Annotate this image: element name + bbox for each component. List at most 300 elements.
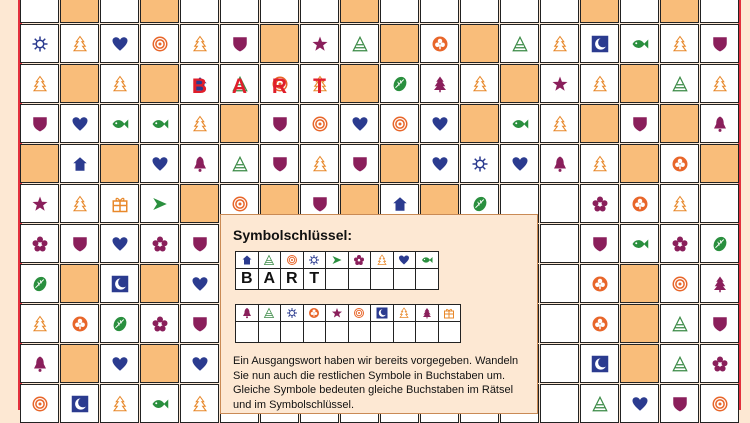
house-icon bbox=[241, 254, 253, 266]
pyramid-icon bbox=[263, 307, 275, 319]
shield-icon bbox=[191, 315, 209, 333]
puzzle-cell[interactable] bbox=[660, 304, 699, 343]
puzzle-cell[interactable] bbox=[100, 0, 139, 23]
shaded-cell bbox=[340, 0, 379, 23]
pyramid-icon bbox=[511, 35, 529, 53]
puzzle-cell[interactable] bbox=[700, 24, 739, 63]
key-letter-cell[interactable] bbox=[393, 321, 417, 343]
puzzle-cell[interactable] bbox=[500, 0, 539, 23]
puzzle-cell[interactable] bbox=[60, 224, 99, 263]
clover-icon bbox=[591, 275, 609, 293]
puzzle-cell[interactable] bbox=[140, 304, 179, 343]
puzzle-cell[interactable] bbox=[580, 144, 619, 183]
fish-icon bbox=[631, 235, 649, 253]
key-letter-cell[interactable]: T bbox=[303, 268, 327, 290]
pyramid-icon bbox=[671, 75, 689, 93]
puzzle-cell[interactable] bbox=[60, 184, 99, 223]
puzzle-cell[interactable] bbox=[20, 304, 59, 343]
puzzle-cell[interactable] bbox=[620, 224, 659, 263]
fish-icon bbox=[421, 254, 433, 266]
shield-icon bbox=[271, 115, 289, 133]
symbol-key-panel bbox=[220, 214, 538, 414]
puzzle-cell[interactable] bbox=[20, 224, 59, 263]
key-symbol-cell bbox=[393, 251, 417, 269]
puzzle-cell[interactable] bbox=[540, 104, 579, 143]
key-letter-cell[interactable] bbox=[415, 321, 439, 343]
puzzle-cell[interactable] bbox=[580, 24, 619, 63]
arrow-icon bbox=[331, 254, 343, 266]
shaded-cell bbox=[620, 344, 659, 383]
puzzle-cell[interactable] bbox=[20, 104, 59, 143]
puzzle-cell[interactable] bbox=[540, 264, 579, 303]
shaded-cell bbox=[380, 24, 419, 63]
puzzle-cell[interactable] bbox=[620, 384, 659, 423]
puzzle-cell[interactable] bbox=[380, 64, 419, 103]
puzzle-cell[interactable] bbox=[100, 24, 139, 63]
puzzle-cell[interactable] bbox=[20, 344, 59, 383]
puzzle-cell[interactable] bbox=[580, 224, 619, 263]
key-row1-letters bbox=[235, 268, 438, 290]
puzzle-cell[interactable] bbox=[260, 0, 299, 23]
bell-icon bbox=[191, 155, 209, 173]
gift-icon bbox=[443, 307, 455, 319]
fish-icon bbox=[111, 115, 129, 133]
leaf-icon bbox=[111, 315, 129, 333]
puzzle-cell[interactable] bbox=[100, 264, 139, 303]
puzzle-cell[interactable] bbox=[420, 0, 459, 23]
puzzle-cell[interactable] bbox=[180, 224, 219, 263]
puzzle-cell[interactable] bbox=[660, 384, 699, 423]
puzzle-cell[interactable] bbox=[300, 24, 339, 63]
heart-icon bbox=[71, 115, 89, 133]
puzzle-cell[interactable] bbox=[20, 0, 59, 23]
tree-icon bbox=[311, 155, 329, 173]
target-icon bbox=[231, 195, 249, 213]
puzzle-cell[interactable] bbox=[420, 24, 459, 63]
puzzle-cell[interactable] bbox=[700, 344, 739, 383]
puzzle-cell[interactable] bbox=[180, 264, 219, 303]
puzzle-cell[interactable] bbox=[140, 184, 179, 223]
puzzle-cell[interactable] bbox=[500, 104, 539, 143]
shield-icon bbox=[671, 395, 689, 413]
puzzle-cell[interactable] bbox=[20, 64, 59, 103]
key-symbol-cell bbox=[235, 304, 259, 322]
shield-icon bbox=[711, 35, 729, 53]
tree-icon bbox=[376, 254, 388, 266]
puzzle-cell[interactable] bbox=[660, 184, 699, 223]
tree-icon bbox=[671, 35, 689, 53]
puzzle-cell[interactable] bbox=[60, 104, 99, 143]
puzzle-cell[interactable] bbox=[700, 104, 739, 143]
pyramid-icon bbox=[591, 395, 609, 413]
puzzle-cell[interactable] bbox=[340, 24, 379, 63]
puzzle-cell[interactable] bbox=[620, 24, 659, 63]
bell-icon bbox=[551, 155, 569, 173]
moon-icon bbox=[591, 355, 609, 373]
shaded-cell bbox=[660, 104, 699, 143]
puzzle-cell[interactable] bbox=[100, 184, 139, 223]
puzzle-cell[interactable] bbox=[180, 384, 219, 423]
gift-icon bbox=[111, 195, 129, 213]
puzzle-cell[interactable] bbox=[580, 64, 619, 103]
key-symbol-cell bbox=[325, 304, 349, 322]
puzzle-cell[interactable] bbox=[300, 104, 339, 143]
key-symbol-cell bbox=[280, 251, 304, 269]
puzzle-cell[interactable] bbox=[420, 144, 459, 183]
puzzle-cell[interactable] bbox=[580, 184, 619, 223]
puzzle-cell[interactable] bbox=[660, 264, 699, 303]
shield-icon bbox=[311, 195, 329, 213]
puzzle-cell[interactable] bbox=[540, 384, 579, 423]
puzzle-cell[interactable] bbox=[180, 24, 219, 63]
puzzle-cell[interactable] bbox=[180, 104, 219, 143]
shaded-cell bbox=[620, 264, 659, 303]
tree-icon bbox=[71, 35, 89, 53]
puzzle-cell[interactable] bbox=[100, 104, 139, 143]
key-letter-cell[interactable] bbox=[348, 321, 372, 343]
puzzle-cell[interactable] bbox=[660, 144, 699, 183]
puzzle-cell[interactable] bbox=[100, 344, 139, 383]
puzzle-cell[interactable] bbox=[100, 304, 139, 343]
target-icon bbox=[311, 115, 329, 133]
flower-icon bbox=[591, 195, 609, 213]
shaded-cell bbox=[20, 144, 59, 183]
heart-icon bbox=[111, 35, 129, 53]
puzzle-cell[interactable] bbox=[20, 184, 59, 223]
puzzle-cell[interactable] bbox=[420, 64, 459, 103]
heart-icon bbox=[431, 115, 449, 133]
puzzle-cell[interactable] bbox=[100, 384, 139, 423]
puzzle-cell[interactable] bbox=[580, 264, 619, 303]
puzzle-cell[interactable] bbox=[700, 264, 739, 303]
flower-icon bbox=[151, 235, 169, 253]
key-symbol-cell bbox=[348, 251, 372, 269]
puzzle-cell[interactable] bbox=[60, 24, 99, 63]
puzzle-cell[interactable] bbox=[60, 304, 99, 343]
puzzle-cell[interactable] bbox=[300, 64, 339, 103]
shaded-cell bbox=[60, 344, 99, 383]
bell-icon bbox=[31, 355, 49, 373]
puzzle-cell[interactable] bbox=[540, 144, 579, 183]
shield-icon bbox=[351, 155, 369, 173]
instructions-text: Ein Ausgangswort haben wir bereits vorgegeben. Wandeln Sie nun auch die restlichen Symbole in Buchstaben um. Gleiche Symbole bedeuten gleiche Buchstaben im Rätsel und im Symbolschlüssel. bbox=[233, 355, 519, 411]
key-letter-cell[interactable] bbox=[438, 321, 462, 343]
shaded-cell bbox=[100, 144, 139, 183]
moon-icon bbox=[376, 307, 388, 319]
clover-icon bbox=[671, 155, 689, 173]
target-icon bbox=[711, 395, 729, 413]
puzzle-cell[interactable] bbox=[700, 384, 739, 423]
key-letter-cell[interactable]: R bbox=[280, 268, 304, 290]
puzzle-cell[interactable] bbox=[540, 344, 579, 383]
puzzle-cell[interactable] bbox=[180, 304, 219, 343]
puzzle-cell[interactable] bbox=[140, 24, 179, 63]
shield-icon bbox=[31, 115, 49, 133]
house-icon bbox=[391, 195, 409, 213]
puzzle-cell[interactable] bbox=[660, 344, 699, 383]
shield-icon bbox=[231, 35, 249, 53]
key-letter-cell[interactable] bbox=[303, 321, 327, 343]
puzzle-cell[interactable] bbox=[20, 24, 59, 63]
key-letter-cell[interactable] bbox=[348, 268, 372, 290]
puzzle-cell[interactable] bbox=[20, 384, 59, 423]
puzzle-cell[interactable] bbox=[700, 224, 739, 263]
key-letter-cell[interactable] bbox=[393, 268, 417, 290]
arrow-icon bbox=[151, 195, 169, 213]
puzzle-cell[interactable] bbox=[500, 24, 539, 63]
tree-icon bbox=[71, 195, 89, 213]
star-icon bbox=[551, 75, 569, 93]
shaded-cell bbox=[220, 104, 259, 143]
star-icon bbox=[331, 307, 343, 319]
puzzle-cell[interactable] bbox=[60, 384, 99, 423]
key-symbol-cell bbox=[303, 304, 327, 322]
sun-icon bbox=[31, 35, 49, 53]
bell-icon bbox=[711, 115, 729, 133]
heart-icon bbox=[631, 395, 649, 413]
shaded-cell bbox=[460, 24, 499, 63]
key-row2-letters bbox=[235, 321, 460, 343]
shield-icon bbox=[71, 235, 89, 253]
puzzle-cell[interactable] bbox=[380, 104, 419, 143]
shield-icon bbox=[191, 235, 209, 253]
puzzle-cell[interactable] bbox=[540, 224, 579, 263]
clover-icon bbox=[71, 315, 89, 333]
puzzle-cell[interactable] bbox=[100, 64, 139, 103]
shaded-cell bbox=[140, 264, 179, 303]
heart-icon bbox=[191, 275, 209, 293]
shield-icon bbox=[711, 315, 729, 333]
puzzle-cell[interactable] bbox=[140, 144, 179, 183]
key-letter-cell[interactable] bbox=[325, 268, 349, 290]
puzzle-cell[interactable] bbox=[580, 384, 619, 423]
key-letter-cell[interactable] bbox=[258, 321, 282, 343]
puzzle-cell[interactable] bbox=[540, 64, 579, 103]
tree-icon bbox=[591, 155, 609, 173]
given-letter: R bbox=[271, 75, 288, 98]
puzzle-cell[interactable] bbox=[180, 0, 219, 23]
puzzle-cell[interactable] bbox=[660, 64, 699, 103]
bell-icon bbox=[241, 307, 253, 319]
puzzle-cell[interactable] bbox=[260, 104, 299, 143]
key-symbol-cell bbox=[258, 304, 282, 322]
puzzle-cell[interactable] bbox=[140, 104, 179, 143]
pyramid-icon bbox=[671, 355, 689, 373]
shaded-cell bbox=[340, 64, 379, 103]
puzzle-cell[interactable] bbox=[140, 224, 179, 263]
pine-icon bbox=[421, 307, 433, 319]
key-symbol-cell bbox=[415, 304, 439, 322]
puzzle-cell[interactable] bbox=[660, 24, 699, 63]
heart-icon bbox=[111, 235, 129, 253]
leaf-icon bbox=[711, 235, 729, 253]
leaf-icon bbox=[31, 275, 49, 293]
puzzle-cell[interactable] bbox=[660, 224, 699, 263]
leaf-icon bbox=[391, 75, 409, 93]
fish-icon bbox=[631, 35, 649, 53]
puzzle-cell[interactable] bbox=[500, 144, 539, 183]
puzzle-cell[interactable] bbox=[620, 104, 659, 143]
puzzle-cell[interactable] bbox=[700, 0, 739, 23]
heart-icon bbox=[151, 155, 169, 173]
shield-icon bbox=[271, 155, 289, 173]
shaded-cell bbox=[580, 104, 619, 143]
shaded-cell bbox=[140, 0, 179, 23]
clover-icon bbox=[591, 315, 609, 333]
sun-icon bbox=[308, 254, 320, 266]
pine-icon bbox=[711, 275, 729, 293]
key-letter-cell[interactable] bbox=[280, 321, 304, 343]
shaded-cell bbox=[60, 64, 99, 103]
target-icon bbox=[31, 395, 49, 413]
key-symbol-cell bbox=[415, 251, 439, 269]
shield-icon bbox=[591, 235, 609, 253]
puzzle-cell[interactable] bbox=[180, 144, 219, 183]
puzzle-cell[interactable] bbox=[380, 0, 419, 23]
tree-icon bbox=[191, 395, 209, 413]
clover-icon bbox=[631, 195, 649, 213]
heart-icon bbox=[191, 355, 209, 373]
puzzle-cell[interactable] bbox=[420, 104, 459, 143]
key-letter-cell[interactable]: B bbox=[235, 268, 259, 290]
shaded-cell bbox=[140, 64, 179, 103]
tree-icon bbox=[551, 35, 569, 53]
puzzle-cell[interactable] bbox=[180, 344, 219, 383]
puzzle-cell[interactable] bbox=[20, 264, 59, 303]
puzzle-cell[interactable] bbox=[540, 0, 579, 23]
puzzle-cell[interactable] bbox=[700, 64, 739, 103]
puzzle-cell[interactable] bbox=[700, 304, 739, 343]
fish-icon bbox=[511, 115, 529, 133]
puzzle-cell[interactable] bbox=[60, 144, 99, 183]
shield-icon bbox=[631, 115, 649, 133]
tree-icon bbox=[551, 115, 569, 133]
puzzle-cell[interactable] bbox=[540, 24, 579, 63]
puzzle-cell[interactable] bbox=[620, 0, 659, 23]
target-icon bbox=[151, 35, 169, 53]
puzzle-cell[interactable] bbox=[260, 144, 299, 183]
star-icon bbox=[31, 195, 49, 213]
key-symbol-cell bbox=[370, 304, 394, 322]
puzzle-cell[interactable] bbox=[340, 104, 379, 143]
key-letter-cell[interactable] bbox=[370, 268, 394, 290]
moon-icon bbox=[111, 275, 129, 293]
puzzle-cell[interactable] bbox=[540, 304, 579, 343]
leaf-icon bbox=[471, 195, 489, 213]
puzzle-cell[interactable] bbox=[220, 144, 259, 183]
puzzle-cell[interactable] bbox=[180, 64, 219, 103]
puzzle-cell[interactable] bbox=[700, 184, 739, 223]
key-letter-cell[interactable] bbox=[325, 321, 349, 343]
puzzle-cell[interactable] bbox=[300, 0, 339, 23]
puzzle-cell[interactable] bbox=[260, 64, 299, 103]
key-symbol-cell bbox=[303, 251, 327, 269]
clover-icon bbox=[431, 35, 449, 53]
given-letter: A bbox=[231, 75, 248, 98]
heart-icon bbox=[398, 254, 410, 266]
symbol-key-title: Symbolschlüssel: bbox=[233, 227, 353, 243]
pyramid-icon bbox=[263, 254, 275, 266]
key-symbol-cell bbox=[348, 304, 372, 322]
puzzle-cell[interactable] bbox=[300, 144, 339, 183]
puzzle-cell[interactable] bbox=[220, 24, 259, 63]
tree-icon bbox=[111, 395, 129, 413]
key-row1-symbols bbox=[235, 251, 438, 269]
puzzle-cell[interactable] bbox=[580, 304, 619, 343]
flower-icon bbox=[31, 235, 49, 253]
puzzle-cell[interactable] bbox=[580, 344, 619, 383]
tree-icon bbox=[591, 75, 609, 93]
tree-icon bbox=[471, 75, 489, 93]
pine-icon bbox=[431, 75, 449, 93]
shaded-cell bbox=[620, 304, 659, 343]
puzzle-cell[interactable] bbox=[620, 184, 659, 223]
key-symbol-cell bbox=[393, 304, 417, 322]
pyramid-icon bbox=[231, 155, 249, 173]
shaded-cell bbox=[260, 24, 299, 63]
heart-icon bbox=[351, 115, 369, 133]
tree-icon bbox=[671, 195, 689, 213]
fish-icon bbox=[151, 115, 169, 133]
flower-icon bbox=[151, 315, 169, 333]
key-letter-cell[interactable] bbox=[235, 321, 259, 343]
target-icon bbox=[671, 275, 689, 293]
tree-icon bbox=[191, 115, 209, 133]
tree-icon bbox=[31, 315, 49, 333]
puzzle-cell[interactable] bbox=[220, 0, 259, 23]
puzzle-cell[interactable] bbox=[460, 64, 499, 103]
flower-icon bbox=[711, 355, 729, 373]
shaded-cell bbox=[380, 144, 419, 183]
given-letter: T bbox=[313, 75, 326, 98]
target-icon bbox=[353, 307, 365, 319]
shaded-cell bbox=[140, 344, 179, 383]
sun-icon bbox=[286, 307, 298, 319]
clover-icon bbox=[308, 307, 320, 319]
shaded-cell bbox=[620, 144, 659, 183]
target-icon bbox=[286, 254, 298, 266]
house-icon bbox=[71, 155, 89, 173]
flower-icon bbox=[671, 235, 689, 253]
puzzle-cell[interactable] bbox=[140, 384, 179, 423]
key-letter-cell[interactable]: A bbox=[258, 268, 282, 290]
shaded-cell bbox=[500, 64, 539, 103]
puzzle-cell[interactable] bbox=[340, 144, 379, 183]
pyramid-icon bbox=[671, 315, 689, 333]
puzzle-cell[interactable] bbox=[540, 184, 579, 223]
key-row2-symbols bbox=[235, 304, 460, 322]
shaded-cell bbox=[620, 64, 659, 103]
puzzle-cell[interactable] bbox=[460, 0, 499, 23]
key-letter-cell[interactable] bbox=[415, 268, 439, 290]
heart-icon bbox=[511, 155, 529, 173]
heart-icon bbox=[111, 355, 129, 373]
heart-icon bbox=[431, 155, 449, 173]
key-symbol-cell bbox=[325, 251, 349, 269]
key-letter-cell[interactable] bbox=[370, 321, 394, 343]
puzzle-cell[interactable] bbox=[460, 144, 499, 183]
given-letter: B bbox=[191, 75, 208, 98]
pyramid-icon bbox=[351, 35, 369, 53]
key-symbol-cell bbox=[438, 304, 462, 322]
key-symbol-cell bbox=[370, 251, 394, 269]
key-symbol-cell bbox=[235, 251, 259, 269]
puzzle-cell[interactable] bbox=[100, 224, 139, 263]
star-icon bbox=[311, 35, 329, 53]
tree-icon bbox=[711, 75, 729, 93]
puzzle-cell[interactable] bbox=[220, 64, 259, 103]
flower-icon bbox=[353, 254, 365, 266]
